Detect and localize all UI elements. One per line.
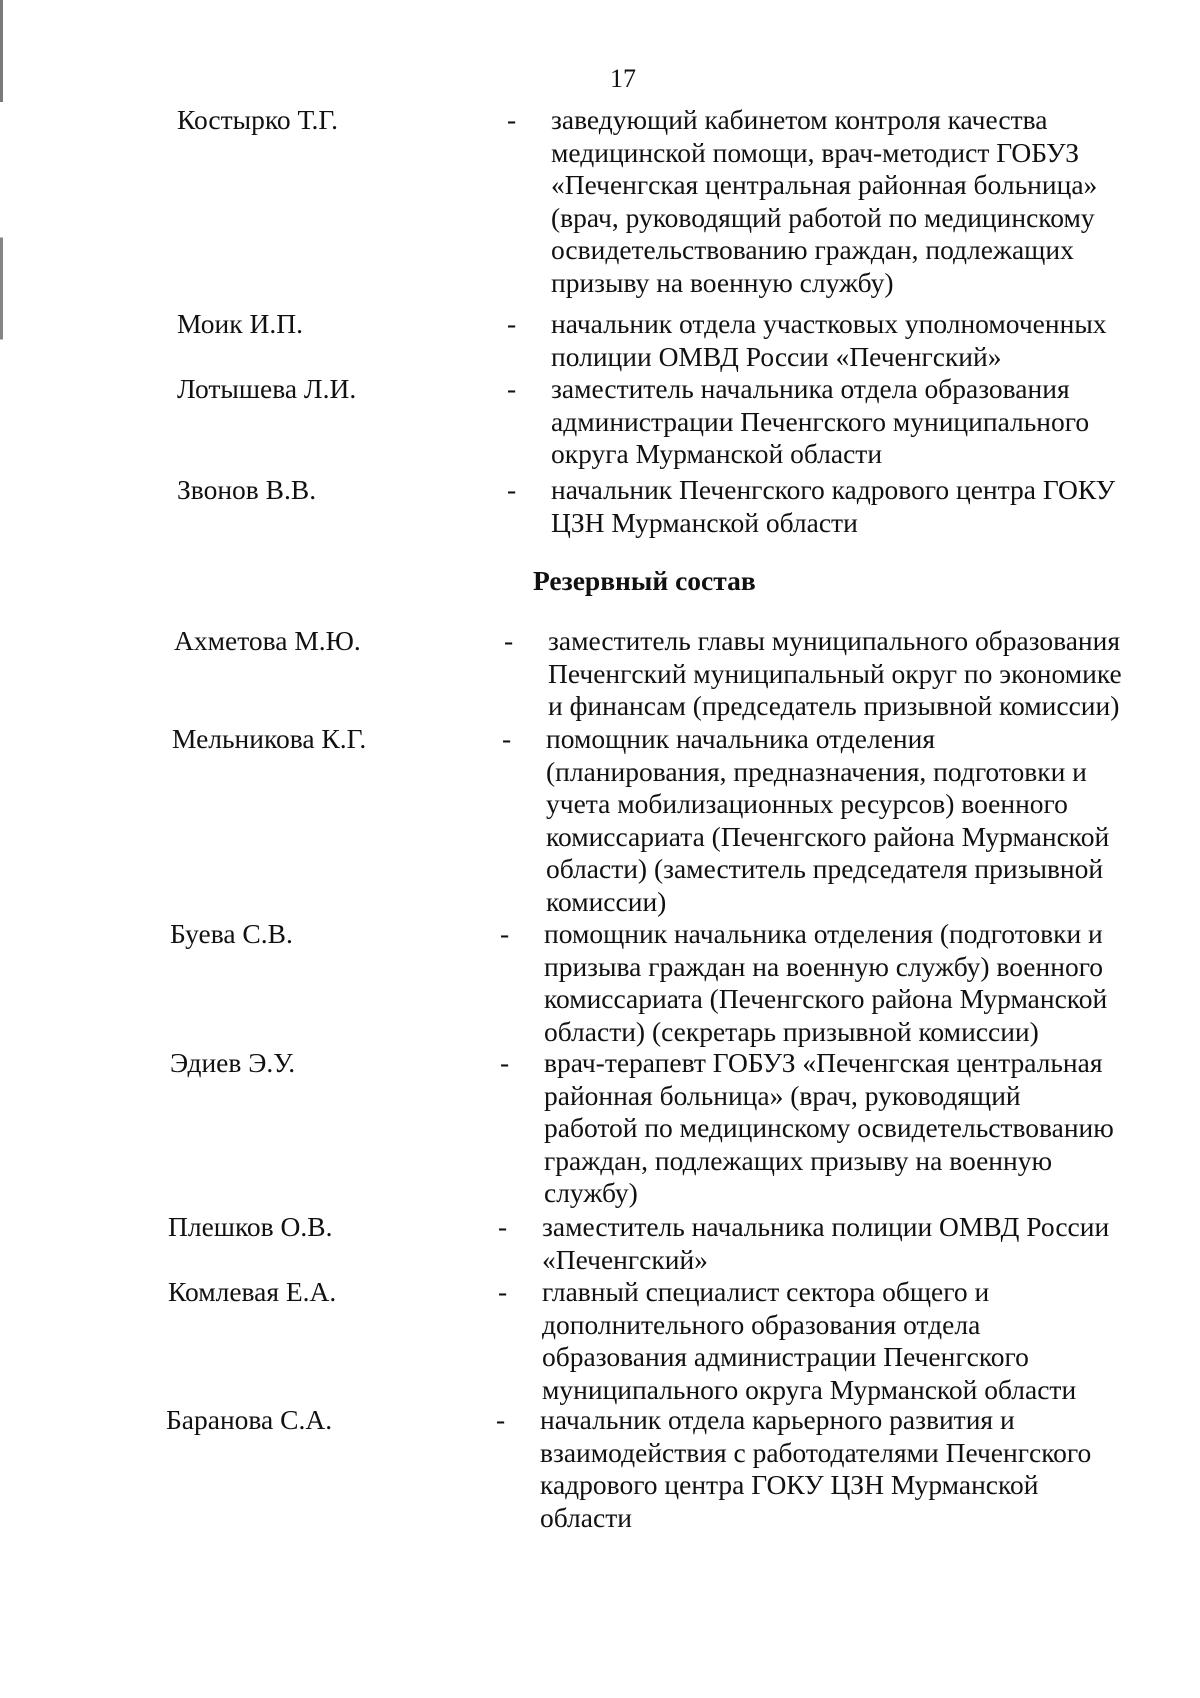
member-name: Звонов В.В.	[177, 474, 317, 505]
member-position	[551, 373, 1171, 471]
member-name: Буева С.В.	[170, 918, 293, 949]
position-line: медицинской помощи, врач-методист ГОБУЗ	[551, 136, 1079, 168]
position-line: комиссии)	[546, 885, 667, 917]
member-dash: -	[504, 625, 514, 656]
member-row-melnikova	[0, 723, 1200, 918]
member-name: Плешков О.В.	[168, 1211, 333, 1242]
member-name: Ахметова М.Ю.	[174, 625, 361, 656]
member-name: Мельникова К.Г.	[172, 723, 367, 754]
member-position	[544, 1047, 1164, 1210]
member-dash: -	[498, 1276, 508, 1307]
position-line: граждан, подлежащих призыву на военную	[544, 1144, 1053, 1176]
member-row-ediev	[0, 1047, 1200, 1210]
position-line: освидетельствованию граждан, подлежащих	[551, 234, 1074, 265]
member-row-kostyrko	[0, 104, 1200, 299]
position-line: главный специалист сектора общего и	[542, 1276, 990, 1307]
position-line: учета мобилизационных ресурсов) военного	[546, 788, 1068, 819]
position-line: заместитель начальника полиции ОМВД России	[542, 1211, 1110, 1242]
member-position	[546, 723, 1166, 918]
position-line: (планирования, предназначения, подготовки и	[546, 755, 1087, 787]
position-line: дополнительного образования отдела	[542, 1308, 981, 1340]
reserve-heading: Резервный состав	[533, 565, 756, 596]
position-line: помощник начальника отделения	[546, 723, 936, 754]
member-position	[544, 918, 1164, 1048]
position-line: области) (секретарь призывной комиссии)	[544, 1015, 1039, 1047]
member-name: Лотышева Л.И.	[177, 373, 357, 404]
member-dash: -	[507, 104, 517, 135]
member-name: Костырко Т.Г.	[177, 104, 339, 135]
member-row-pleshkov	[0, 1211, 1200, 1276]
member-row-moik	[0, 308, 1200, 373]
position-line: помощник начальника отделения (подготовки и	[544, 918, 1103, 949]
member-dash: -	[496, 1404, 506, 1435]
position-line: врач-терапевт ГОБУЗ «Печенгская центральная	[544, 1047, 1103, 1078]
position-line: начальник отдела участковых уполномоченных	[551, 308, 1107, 339]
member-position	[548, 625, 1168, 723]
position-line: начальник Печенгского кадрового центра ГОКУ	[551, 474, 1116, 505]
member-dash: -	[500, 1047, 510, 1078]
position-line: области) (заместитель председателя призывной	[546, 853, 1104, 884]
position-line: начальник отдела карьерного развития и	[540, 1404, 1015, 1435]
member-position	[542, 1276, 1162, 1406]
member-dash: -	[498, 1211, 508, 1242]
position-line: «Печенгская центральная районная больница»	[551, 169, 1098, 200]
position-line: полиции ОМВД России «Печенгский»	[551, 340, 1002, 372]
position-line: районная больница» (врач, руководящий	[544, 1079, 1021, 1111]
member-row-lotysheva	[0, 373, 1200, 471]
position-line: службу)	[544, 1177, 638, 1208]
member-name: Баранова С.А.	[166, 1404, 333, 1435]
member-row-bueva	[0, 918, 1200, 1048]
position-line: муниципального округа Мурманской области	[542, 1373, 1077, 1405]
position-line: Печенгский муниципальный округ по экономике	[548, 657, 1122, 689]
position-line: заведующий кабинетом контроля качества	[551, 104, 1048, 135]
position-line: ЦЗН Мурманской области	[551, 506, 858, 538]
member-position	[551, 474, 1171, 539]
position-line: призыву на военную службу)	[551, 266, 894, 298]
position-line: образования администрации Печенгского	[542, 1341, 1029, 1372]
member-position	[542, 1211, 1162, 1276]
page-number: 17	[610, 64, 636, 93]
member-row-komlevaya	[0, 1276, 1200, 1406]
member-position	[551, 308, 1171, 373]
position-line: (врач, руководящий работой по медицинскому	[551, 201, 1095, 233]
position-line: комиссариата (Печенгского района Мурманской	[546, 820, 1110, 852]
position-line: работой по медицинскому освидетельствованию	[544, 1112, 1114, 1143]
member-name: Комлевая Е.А.	[168, 1276, 337, 1307]
member-position	[551, 104, 1171, 299]
position-line: взаимодействия с работодателями Печенгского	[540, 1436, 1092, 1468]
position-line: области	[540, 1501, 632, 1533]
member-row-akhmetova	[0, 625, 1200, 723]
member-dash: -	[507, 474, 517, 505]
member-dash: -	[507, 308, 517, 339]
position-line: администрации Печенгского муниципального	[551, 405, 1090, 437]
member-row-zvonov	[0, 474, 1200, 539]
position-line: заместитель главы муниципального образования	[548, 625, 1121, 656]
member-dash: -	[500, 918, 510, 949]
member-position	[540, 1404, 1160, 1534]
member-row-baranova	[0, 1404, 1200, 1534]
position-line: кадрового центра ГОКУ ЦЗН Мурманской	[540, 1469, 1039, 1500]
member-dash: -	[502, 723, 512, 754]
position-line: заместитель начальника отдела образования	[551, 373, 1070, 404]
position-line: и финансам (председатель призывной комиссии)	[548, 690, 1120, 721]
position-line: округа Мурманской области	[551, 438, 883, 469]
position-line: «Печенгский»	[542, 1243, 708, 1275]
member-dash: -	[507, 373, 517, 404]
member-name: Моик И.П.	[177, 308, 303, 339]
position-line: комиссариата (Печенгского района Мурманской	[544, 983, 1108, 1014]
position-line: призыва граждан на военную службу) военного	[544, 950, 1104, 982]
member-name: Эдиев Э.У.	[170, 1047, 296, 1078]
